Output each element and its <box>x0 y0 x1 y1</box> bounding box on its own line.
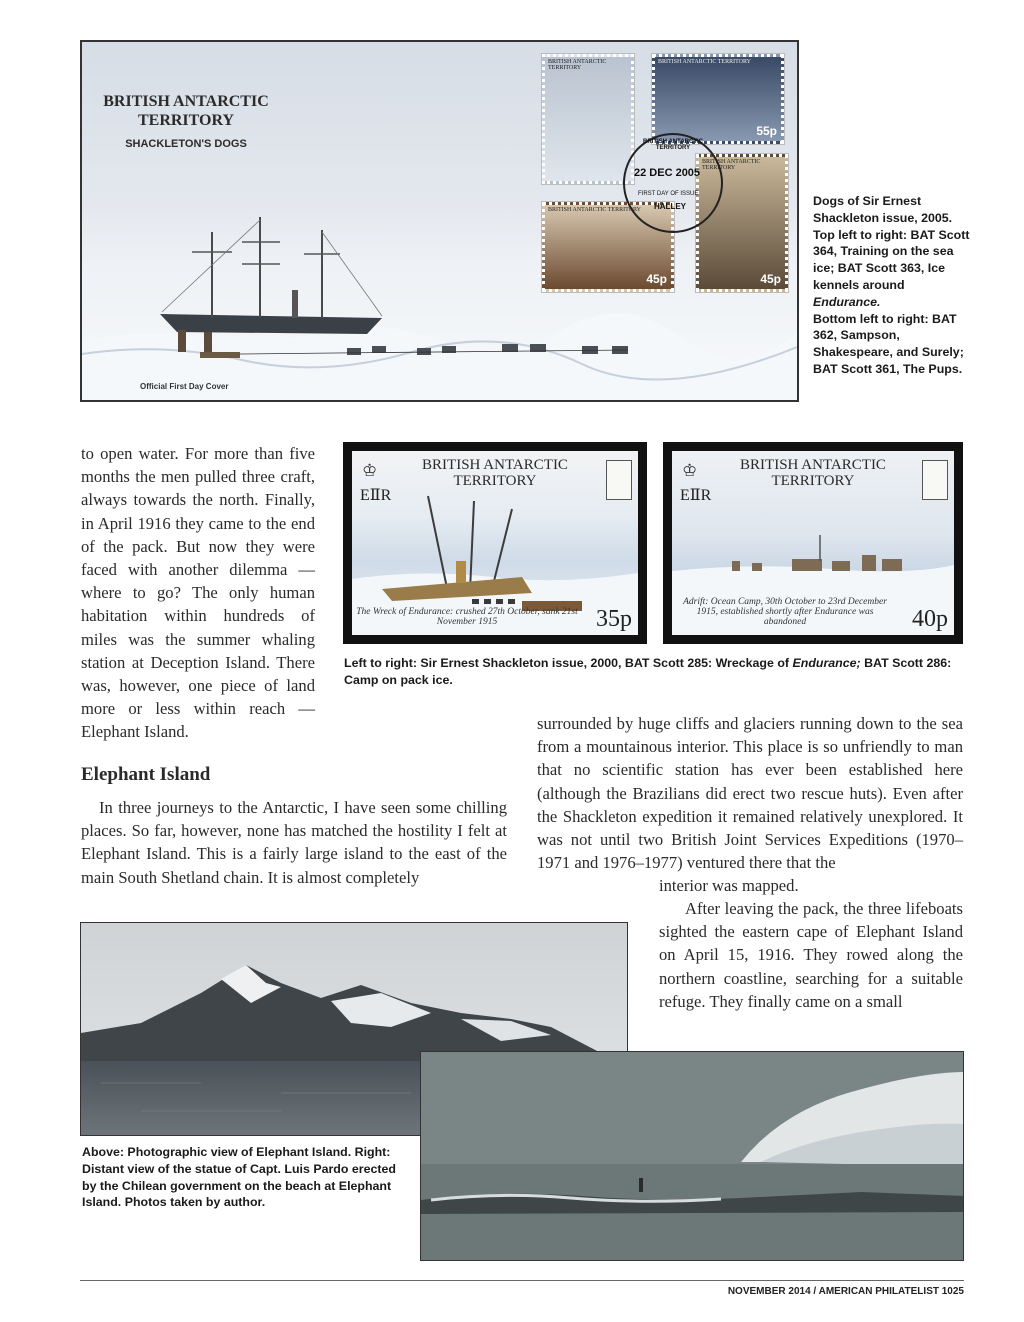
statue-distant-photo <box>420 1051 964 1261</box>
stamps-caption-text-end: BAT Scott 286: Camp on pack ice. <box>344 656 952 687</box>
cover-stamp-kennels <box>652 54 784 144</box>
stamp-title-line2: TERRITORY <box>453 473 537 489</box>
stamp-header: BRITISH ANTARCTIC TERRITORY <box>548 207 641 213</box>
right-column-tail: interior was mapped. <box>659 876 799 895</box>
stamps-caption-text: Left to right: Sir Ernest Shackleton issue, 2000, BAT Scott 285: Wreckage of <box>344 656 793 670</box>
cover-caption <box>813 193 973 378</box>
beach-landscape <box>421 1052 964 1261</box>
stamp-caption: The Wreck of Endurance: crushed 27th October, sank 21st November 1915 <box>356 607 578 627</box>
postmark-line: FIRST DAY OF ISSUE <box>638 191 699 197</box>
postmark-ring: BRITISH ANTARCTIC TERRITORY <box>643 139 703 151</box>
cover-stamp-training <box>542 54 634 184</box>
stamp-title-line1: BRITISH ANTARCTIC <box>422 457 568 473</box>
stamps-caption <box>344 655 964 689</box>
elephant-paragraph: In three journeys to the Antarctic, I have seen some chilling places. So far, however, none has matched the hostility I felt at Elephant Island. This is a fairly large island to the east of the main South Shetland chain. It is almost completely <box>81 798 507 887</box>
stamp-cypher: EⅡR <box>360 487 392 504</box>
footer-rule <box>80 1280 964 1281</box>
postmark-place: HALLEY <box>654 202 686 211</box>
stamp-title-line2: TERRITORY <box>771 473 855 489</box>
stamps-caption-emphasis: Endurance; <box>792 656 861 670</box>
stamp-caption: Adrift: Ocean Camp, 30th October to 23rd December 1915, established shortly after Endurance was abandoned <box>683 597 887 627</box>
section-heading: Elephant Island <box>81 764 211 785</box>
stamp-title-line1: BRITISH ANTARCTIC <box>740 457 886 473</box>
stamp-header: BRITISH ANTARCTIC TERRITORY <box>548 59 607 71</box>
cover-title: BRITISH ANTARCTIC TERRITORY <box>103 93 269 129</box>
photo-caption: Above: Photographic view of Elephant Island. Right: Distant view of the statue of Capt. Luis Pardo erected by the Chilean government on the beach at Elephant Island. Photos taken by author. <box>82 1145 396 1210</box>
after-paragraph: After leaving the pack, the three lifeboats sighted the eastern cape of Elephant Island on April 15, 1916. They rowed along the northern coastline, searching for a suitable refuge. They finally came on a small <box>659 899 963 1011</box>
cover-caption-text: Dogs of Sir Ernest Shackleton issue, 2005. Top left to right: BAT Scott 364, Training on the sea ice; BAT Scott 363, Ice kennels around <box>813 194 970 292</box>
stamp-value: 55p <box>756 124 777 138</box>
cover-label: Official First Day Cover <box>140 382 229 391</box>
stamp-header: BRITISH ANTARCTIC TERRITORY <box>658 59 751 65</box>
shackleton-portrait-icon <box>922 460 948 500</box>
stamp-wreck-of-endurance <box>343 442 647 644</box>
stamp-value: 45p <box>760 272 781 286</box>
stamp-title <box>352 457 638 489</box>
cover-caption-emphasis: Endurance. <box>813 294 881 309</box>
stamp-value: 40p <box>912 606 948 632</box>
cover-subtitle: SHACKLETON'S DOGS <box>125 138 247 150</box>
page-footer: NOVEMBER 2014 / AMERICAN PHILATELIST 1025 <box>727 1286 964 1297</box>
shackleton-portrait-icon <box>606 460 632 500</box>
left-column-text: to open water. For more than five months the men pulled three craft, always towards the north. Finally, in April 1916 they came to the end of the pack. But now they were faced with another dilemma — where to go? The only human habitation within hundreds of miles was the summer whaling station at Deception Island. There was, however, one piece of land more or less within reach — Elephant Island. <box>81 444 315 742</box>
stamp-header: BRITISH ANTARCTIC TERRITORY <box>702 159 761 171</box>
postmark-date: 22 DEC 2005 <box>634 167 701 179</box>
stamp-value: 35p <box>596 606 632 632</box>
first-day-cover <box>80 40 799 402</box>
crown-icon: ♔ <box>362 461 378 480</box>
stamp-value: 45p <box>646 272 667 286</box>
cover-caption-bottom: Bottom left to right: BAT 362, Sampson, Shakespeare, and Surely; BAT Scott 361, The Pups. <box>813 311 964 376</box>
stamp-ocean-camp <box>663 442 963 644</box>
stamp-title <box>672 457 954 489</box>
stamp-cypher: EⅡR <box>680 487 712 504</box>
right-column-text: surrounded by huge cliffs and glaciers running down to the sea from a mountainous interior. This place is so unfriendly to man that no scientific station has ever been established here (although the Brazilians did erect two rescue huts). Even after the Shackleton expedition it remained relatively unexplored. It was not until two British Joint Services Expeditions (1970–1971 and 1976–1977) ventured there that the <box>537 714 963 873</box>
crown-icon: ♔ <box>682 461 698 480</box>
